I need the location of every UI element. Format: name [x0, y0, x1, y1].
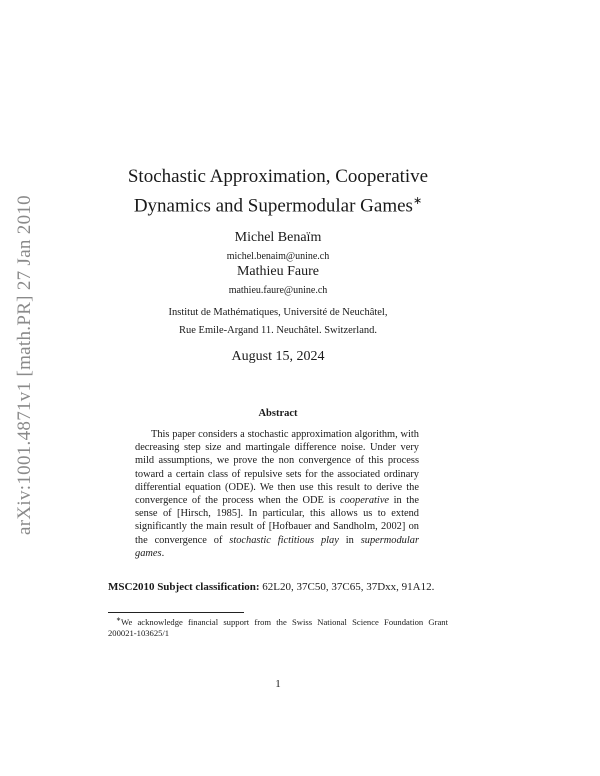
- affiliation-line-1: Institut de Mathématiques, Université de Neuchâtel,: [168, 307, 388, 318]
- author-name-1: Michel Benaïm: [234, 230, 322, 245]
- affiliation-line-2: Rue Emile-Argand 11. Neuchâtel. Switzerland.: [179, 325, 377, 336]
- abstract-body: [135, 428, 419, 560]
- paper-title: [90, 164, 466, 218]
- abstract-emphasis-cooperative: cooperative: [340, 495, 390, 507]
- msc-codes: 62L20, 37C50, 37C65, 37Dxx, 91A12.: [259, 581, 435, 593]
- abstract-emphasis-fictitious-play: stochastic fictitious play: [229, 534, 339, 546]
- msc-classification: [108, 580, 448, 595]
- author-name-2: Mathieu Faure: [236, 264, 320, 279]
- footnote-mark: ∗: [116, 617, 122, 623]
- arxiv-identifier: arXiv:1001.4871v1 [math.PR] 27 Jan 2010: [14, 195, 36, 535]
- abstract-text-4: .: [161, 547, 165, 559]
- arxiv-stamp: [8, 190, 42, 540]
- title-line-1: Stochastic Approximation, Cooperative: [127, 166, 429, 187]
- msc-label: MSC2010 Subject classification:: [108, 581, 260, 593]
- title-line-2: [90, 189, 466, 218]
- abstract-heading: Abstract: [258, 408, 298, 419]
- title-line-2-text: Dynamics and Supermodular Games: [133, 195, 413, 217]
- footnote: [108, 615, 448, 640]
- author-email-1[interactable]: michel.benaim@unine.ch: [226, 251, 330, 262]
- abstract-text-2: in the sense of [Hirsch, 1985]. In particular, this allows us to extend significantly the main result of [Hofbauer and Sandholm, 2002] on the convergence of: [135, 495, 419, 546]
- paper-date: August 15, 2024: [231, 349, 325, 364]
- footnote-divider: [108, 612, 244, 613]
- page-number: 1: [275, 678, 281, 690]
- abstract-text-1: This paper considers a stochastic approximation algorithm, with decreasing step size and martingale difference noise. Under very mild assumptions, we prove the non convergence of this process toward a certain class of repulsive sets for the associated ordinary differential equation (ODE). We then use this result to derive the convergence of the process when the ODE is: [135, 429, 419, 507]
- abstract-text-3: in: [338, 534, 361, 546]
- title-footnote-mark: ∗: [412, 195, 423, 207]
- author-email-2[interactable]: mathieu.faure@unine.ch: [228, 285, 328, 296]
- abstract-emphasis-supermodular: supermodular games: [135, 534, 420, 559]
- footnote-text: We acknowledge financial support from the Swiss National Science Foundation Grant 200021-103625/1: [108, 616, 448, 639]
